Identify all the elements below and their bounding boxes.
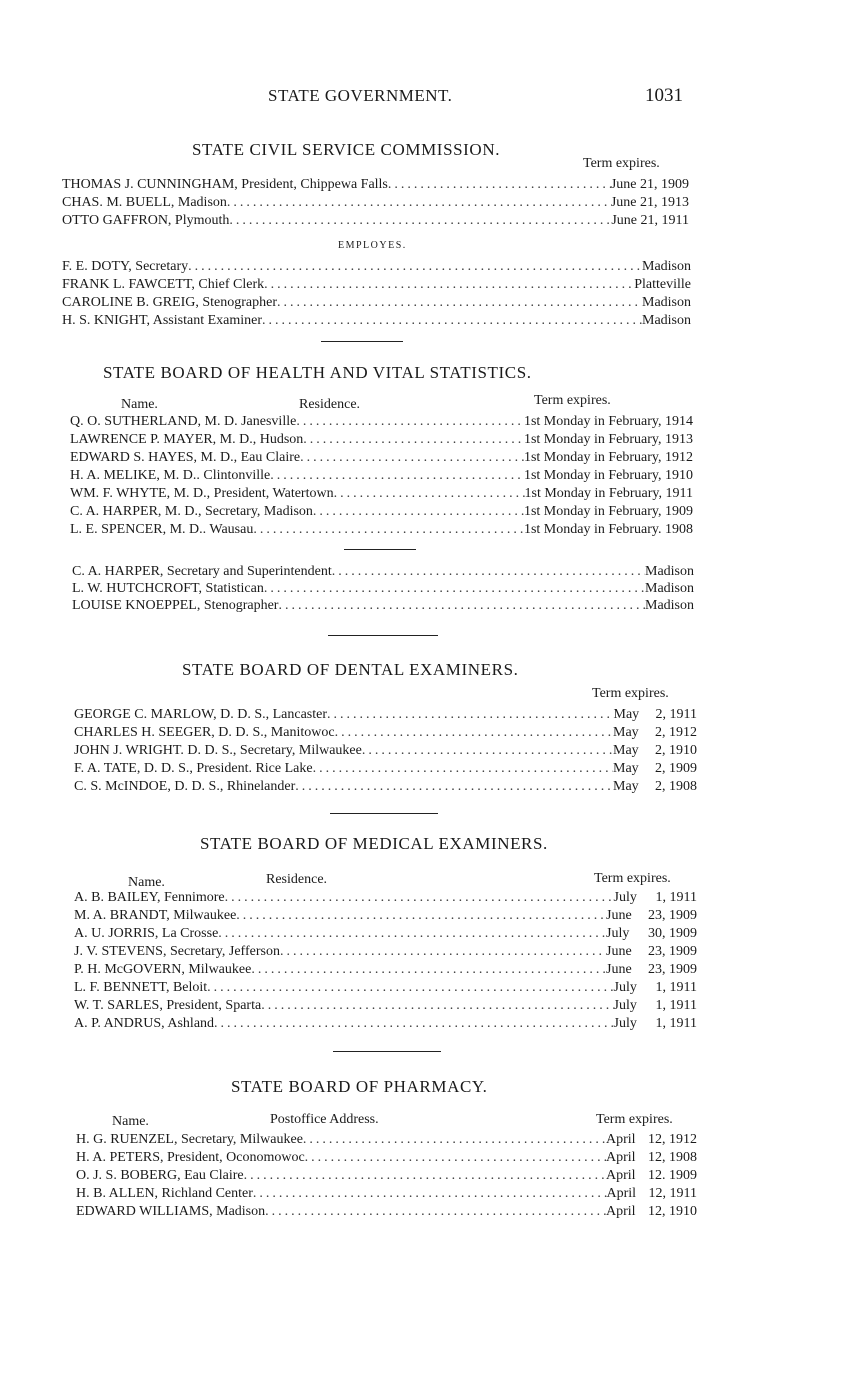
term-month: May	[613, 779, 639, 794]
employe-place: Madison	[642, 313, 691, 328]
leader-dots	[227, 194, 611, 212]
term-date	[613, 760, 697, 778]
term-date: 1st Monday in February, 1912	[523, 450, 693, 465]
term-day-year: 2, 1908	[655, 779, 697, 794]
term-date: June 21, 1909	[610, 177, 689, 192]
member-name: H. G. RUENZEL, Secretary, Milwaukee	[76, 1132, 303, 1147]
staff-name: C. A. HARPER, Secretary and Superintendent	[72, 564, 332, 579]
term-month: May	[613, 743, 639, 758]
leader-dots	[313, 760, 613, 778]
term-day-year: 23, 1909	[648, 944, 697, 959]
section-title-pharmacy: STATE BOARD OF PHARMACY.	[231, 1077, 488, 1096]
health-member-row	[70, 413, 693, 431]
pharmacy-member-row	[76, 1185, 697, 1203]
civil-member-row	[62, 176, 689, 194]
employe-name: H. S. KNIGHT, Assistant Examiner	[62, 313, 262, 328]
term-date	[614, 706, 697, 724]
term-date	[606, 1149, 697, 1167]
civil-member-row	[62, 194, 689, 212]
term-day-year: 1, 1911	[655, 980, 697, 995]
leader-dots	[229, 212, 611, 230]
term-day-year: 12. 1909	[648, 1168, 697, 1183]
member-name: P. H. McGOVERN, Milwaukee	[74, 962, 252, 977]
leader-dots	[300, 449, 524, 467]
leader-dots	[327, 706, 614, 724]
health-member-row	[70, 521, 693, 539]
health-member-row	[70, 449, 693, 467]
staff-name: L. W. HUTCHCROFT, Statistican	[72, 581, 264, 596]
member-name: Q. O. SUTHERLAND, M. D. Janesville	[70, 414, 297, 429]
column-header-name: Name.	[121, 397, 158, 412]
leader-dots	[264, 580, 645, 598]
member-name: H. A. PETERS, President, Oconomowoc	[76, 1150, 305, 1165]
member-name: A. P. ANDRUS, Ashland	[74, 1016, 215, 1031]
term-date	[607, 1185, 697, 1203]
employe-name: F. E. DOTY, Secretary	[62, 259, 189, 274]
member-name: CHARLES H. SEEGER, D. D. S., Manitowoc	[74, 725, 335, 740]
term-expires-label: Term expires.	[596, 1112, 673, 1127]
term-day-year: 1, 1911	[655, 890, 697, 905]
term-date	[613, 742, 697, 760]
term-date: 1st Monday in February, 1913	[523, 432, 693, 447]
employe-name: FRANK L. FAWCETT, Chief Clerk	[62, 277, 265, 292]
term-month: July	[606, 926, 630, 941]
leader-dots	[214, 1015, 613, 1033]
term-date: June 21, 1913	[610, 195, 689, 210]
dental-member-row	[74, 724, 697, 742]
term-month: April	[606, 1186, 637, 1201]
section-title-health: STATE BOARD OF HEALTH AND VITAL STATISTICS.	[103, 363, 532, 382]
leader-dots	[207, 979, 613, 997]
section-divider	[321, 341, 403, 342]
leader-dots	[295, 778, 613, 796]
term-date	[606, 907, 697, 925]
term-date	[606, 961, 697, 979]
dental-member-row	[74, 706, 697, 724]
term-month: May	[613, 725, 639, 740]
term-day-year: 12, 1910	[648, 1204, 697, 1219]
leader-dots	[362, 742, 613, 760]
pharmacy-member-row	[76, 1203, 697, 1221]
term-day-year: 30, 1909	[648, 926, 697, 941]
member-name: O. J. S. BOBERG, Eau Claire	[76, 1168, 244, 1183]
leader-dots	[277, 294, 642, 312]
medical-member-row	[74, 889, 697, 907]
pharmacy-member-row	[76, 1149, 697, 1167]
leader-dots	[305, 1149, 606, 1167]
staff-name: LOUISE KNOEPPEL, Stenographer	[72, 598, 279, 613]
leader-dots	[296, 413, 524, 431]
term-day-year: 12, 1908	[648, 1150, 697, 1165]
medical-member-row	[74, 979, 697, 997]
leader-dots	[236, 907, 606, 925]
term-date	[614, 889, 697, 907]
employe-name: CAROLINE B. GREIG, Stenographer	[62, 295, 278, 310]
section-title-medical: STATE BOARD OF MEDICAL EXAMINERS.	[200, 834, 548, 853]
term-date	[606, 1203, 697, 1221]
leader-dots	[264, 276, 634, 294]
leader-dots	[335, 724, 613, 742]
member-name: F. A. TATE, D. D. S., President. Rice Lake	[74, 761, 313, 776]
term-expires-label: Term expires.	[592, 686, 669, 701]
term-date: 1st Monday in February, 1909	[523, 504, 693, 519]
member-name: C. S. McINDOE, D. D. S., Rhinelander	[74, 779, 296, 794]
term-month: April	[606, 1150, 636, 1165]
civil-employe-row	[62, 312, 691, 330]
leader-dots	[280, 943, 606, 961]
term-date	[613, 778, 697, 796]
staff-place: Madison	[645, 564, 694, 579]
health-member-row	[70, 431, 693, 449]
term-day-year: 23, 1909	[648, 962, 697, 977]
leader-dots	[334, 485, 525, 503]
civil-member-row	[62, 212, 689, 230]
leader-dots	[253, 521, 524, 539]
employe-place: Madison	[642, 295, 691, 310]
column-header-name: Name.	[112, 1114, 149, 1129]
term-date	[614, 1015, 697, 1033]
health-staff-row	[72, 580, 694, 598]
medical-member-row	[74, 997, 697, 1015]
member-name: A. B. BAILEY, Fennimore	[74, 890, 225, 905]
leader-dots	[265, 1203, 606, 1221]
column-header-residence: Residence.	[299, 397, 361, 412]
employes-subheading: EMPLOYES.	[338, 240, 407, 251]
member-name: C. A. HARPER, M. D., Secretary, Madison	[70, 504, 313, 519]
medical-member-row	[74, 907, 697, 925]
section-divider	[344, 549, 416, 550]
term-date	[614, 997, 697, 1015]
term-day-year: 1, 1911	[655, 1016, 697, 1031]
term-month: June	[606, 962, 632, 977]
term-date	[614, 979, 697, 997]
employe-place: Madison	[642, 259, 691, 274]
leader-dots	[261, 997, 613, 1015]
civil-employe-row	[62, 258, 691, 276]
staff-place: Madison	[645, 581, 694, 596]
term-date	[606, 943, 697, 961]
term-day-year: 2, 1909	[655, 761, 697, 776]
member-name: EDWARD S. HAYES, M. D., Eau Claire	[70, 450, 301, 465]
leader-dots	[251, 961, 606, 979]
running-header: STATE GOVERNMENT.	[268, 86, 453, 105]
leader-dots	[388, 176, 611, 194]
term-date	[606, 1167, 697, 1185]
term-month: June	[606, 944, 632, 959]
term-day-year: 1, 1911	[655, 998, 697, 1013]
civil-employe-row	[62, 276, 691, 294]
term-month: July	[613, 1016, 637, 1031]
member-name: CHAS. M. BUELL, Madison	[62, 195, 227, 210]
leader-dots	[313, 503, 524, 521]
page-number: 1031	[645, 85, 683, 106]
term-month: June	[606, 908, 632, 923]
term-month: July	[613, 890, 637, 905]
dental-member-row	[74, 778, 697, 796]
dental-member-row	[74, 760, 697, 778]
term-date: 1st Monday in February, 1914	[523, 414, 693, 429]
leader-dots	[270, 467, 524, 485]
term-expires-label: Term expires.	[534, 393, 611, 408]
health-member-row	[70, 485, 693, 503]
column-header-name: Name.	[128, 875, 165, 890]
term-month: April	[606, 1204, 636, 1219]
term-month: May	[613, 707, 640, 722]
medical-member-row	[74, 925, 697, 943]
term-date	[606, 925, 697, 943]
leader-dots	[332, 563, 645, 581]
column-header-residence: Residence.	[266, 872, 328, 887]
leader-dots	[278, 597, 645, 615]
term-month: July	[613, 998, 637, 1013]
term-date	[606, 1131, 697, 1149]
section-divider	[330, 813, 438, 814]
civil-employe-row	[62, 294, 691, 312]
health-member-row	[70, 467, 693, 485]
pharmacy-member-row	[76, 1131, 697, 1149]
term-day-year: 2, 1911	[655, 707, 697, 722]
term-date: 1st Monday in February, 1910	[523, 468, 693, 483]
medical-member-row	[74, 1015, 697, 1033]
employe-place: Platteville	[634, 277, 691, 292]
leader-dots	[303, 1131, 606, 1149]
member-name: THOMAS J. CUNNINGHAM, President, Chippewa Falls	[62, 177, 388, 192]
member-name: L. E. SPENCER, M. D.. Wausau	[70, 522, 254, 537]
term-date	[613, 724, 697, 742]
member-name: WM. F. WHYTE, M. D., President, Watertown	[70, 486, 334, 501]
member-name: GEORGE C. MARLOW, D. D. S., Lancaster	[74, 707, 328, 722]
term-month: April	[606, 1132, 636, 1147]
member-name: LAWRENCE P. MAYER, M. D., Hudson	[70, 432, 304, 447]
term-month: May	[613, 761, 639, 776]
member-name: L. F. BENNETT, Beloit	[74, 980, 208, 995]
section-divider	[328, 635, 438, 636]
term-date: June 21, 1911	[611, 213, 689, 228]
member-name: H. B. ALLEN, Richland Center	[76, 1186, 253, 1201]
leader-dots	[253, 1185, 607, 1203]
section-divider	[333, 1051, 441, 1052]
dental-member-row	[74, 742, 697, 760]
term-month: April	[606, 1168, 636, 1183]
member-name: W. T. SARLES, President, Sparta	[74, 998, 262, 1013]
section-title-civil-service: STATE CIVIL SERVICE COMMISSION.	[192, 140, 501, 159]
medical-member-row	[74, 961, 697, 979]
health-staff-row	[72, 597, 694, 615]
pharmacy-member-row	[76, 1167, 697, 1185]
member-name: JOHN J. WRIGHT. D. D. S., Secretary, Milwaukee	[74, 743, 362, 758]
health-staff-row	[72, 563, 694, 581]
term-day-year: 23, 1909	[648, 908, 697, 923]
term-month: July	[613, 980, 637, 995]
member-name: H. A. MELIKE, M. D.. Clintonville	[70, 468, 271, 483]
leader-dots	[303, 431, 524, 449]
term-date: 1st Monday in February. 1908	[523, 522, 693, 537]
term-expires-label: Term expires.	[583, 156, 660, 171]
leader-dots	[244, 1167, 606, 1185]
term-date: 1st Monday in February, 1911	[524, 486, 693, 501]
term-day-year: 2, 1910	[655, 743, 697, 758]
member-name: A. U. JORRIS, La Crosse	[74, 926, 219, 941]
medical-member-row	[74, 943, 697, 961]
health-member-row	[70, 503, 693, 521]
term-day-year: 12, 1912	[648, 1132, 697, 1147]
leader-dots	[188, 258, 642, 276]
leader-dots	[225, 889, 614, 907]
staff-place: Madison	[645, 598, 694, 613]
column-header-address: Postoffice Address.	[270, 1112, 379, 1127]
member-name: EDWARD WILLIAMS, Madison	[76, 1204, 266, 1219]
leader-dots	[262, 312, 642, 330]
term-expires-label: Term expires.	[594, 871, 671, 886]
member-name: M. A. BRANDT, Milwaukee	[74, 908, 237, 923]
member-name: J. V. STEVENS, Secretary, Jefferson	[74, 944, 280, 959]
section-title-dental: STATE BOARD OF DENTAL EXAMINERS.	[182, 660, 519, 679]
member-name: OTTO GAFFRON, Plymouth	[62, 213, 230, 228]
term-day-year: 2, 1912	[655, 725, 697, 740]
leader-dots	[218, 925, 606, 943]
term-day-year: 12, 1911	[648, 1186, 697, 1201]
